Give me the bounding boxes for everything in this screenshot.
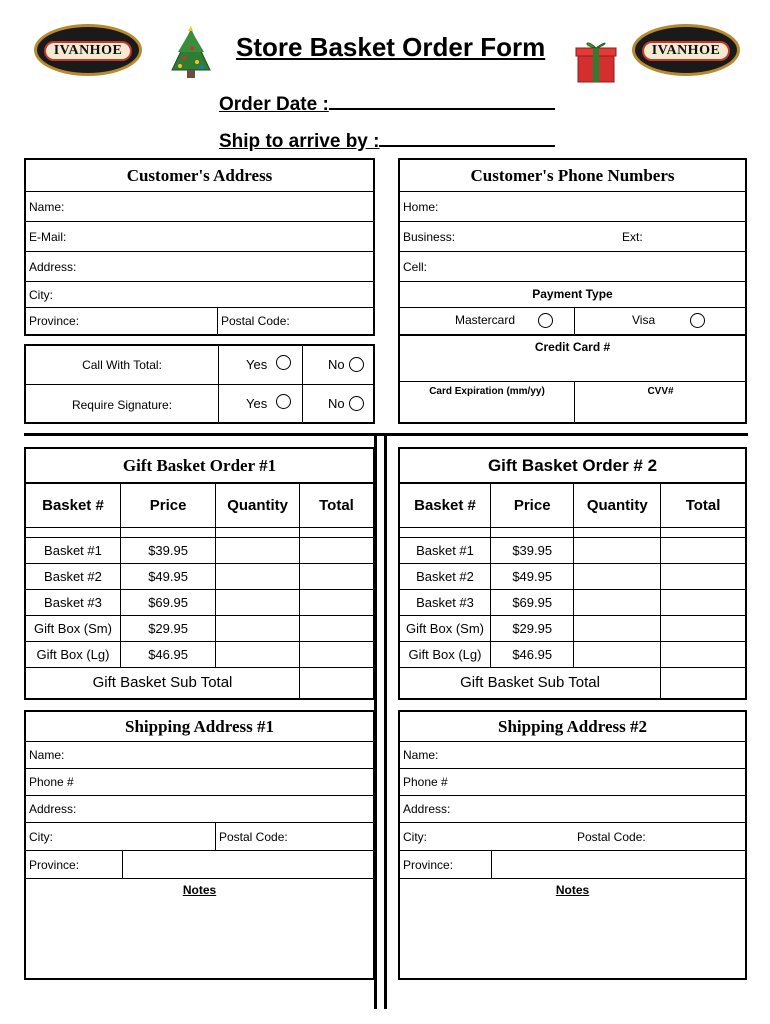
basket-cell: Basket #1 <box>25 537 120 563</box>
total-cell[interactable] <box>661 615 746 641</box>
ship2-phone-field[interactable] <box>400 769 745 796</box>
credit-card-label: Credit Card # <box>534 340 611 354</box>
basket-cell: Gift Box (Sm) <box>399 615 490 641</box>
customer-phone-section <box>398 158 747 336</box>
quantity-cell[interactable] <box>216 641 300 667</box>
table-row <box>25 537 374 563</box>
quantity-cell[interactable] <box>216 615 300 641</box>
ship2-province-row <box>400 851 745 879</box>
basket-cell: Basket #1 <box>399 537 490 563</box>
price-cell: $46.95 <box>490 641 573 667</box>
basket-cell: Basket #2 <box>25 563 120 589</box>
address-label: Address: <box>29 259 77 274</box>
col-basket: Basket # <box>25 483 120 527</box>
ship1-phone-field[interactable] <box>26 769 373 796</box>
total-cell[interactable] <box>661 537 746 563</box>
col-basket: Basket # <box>399 483 490 527</box>
phone-label: Phone # <box>403 775 448 789</box>
basket-cell: Basket #3 <box>25 589 120 615</box>
sig-yes-radio[interactable] <box>276 394 291 409</box>
quantity-cell[interactable] <box>216 563 300 589</box>
gift-order-2-table <box>398 482 747 700</box>
phone-label: Phone # <box>29 775 74 789</box>
logo-text: IVANHOE <box>642 41 730 61</box>
quantity-cell[interactable] <box>574 589 661 615</box>
subtotal-row <box>25 667 374 699</box>
email-field[interactable] <box>26 222 373 252</box>
logo-text: IVANHOE <box>44 41 132 61</box>
ivanhoe-logo-right <box>632 24 740 76</box>
shipping-address-2-section <box>398 710 747 980</box>
credit-card-section <box>398 336 747 424</box>
price-cell: $49.95 <box>490 563 573 589</box>
sig-no-label: No <box>328 396 345 411</box>
gift-box-icon <box>574 38 618 84</box>
table-row <box>25 563 374 589</box>
section-header <box>400 712 745 742</box>
payment-type-row <box>400 282 745 308</box>
basket-cell: Gift Box (Lg) <box>25 641 120 667</box>
ivanhoe-logo-left <box>34 24 142 76</box>
postal-label: Postal Code: <box>577 829 646 844</box>
table-header-row <box>25 483 374 527</box>
price-cell: $39.95 <box>490 537 573 563</box>
shipping-address-1-section <box>24 710 375 980</box>
table-row <box>399 641 746 667</box>
visa-label: Visa <box>632 313 656 327</box>
quantity-cell[interactable] <box>574 641 661 667</box>
delivery-options-section <box>24 344 375 424</box>
ship2-notes-area[interactable] <box>400 879 745 978</box>
subtotal-label: Gift Basket Sub Total <box>25 667 299 699</box>
province-postal-row <box>26 308 373 334</box>
cell-label: Cell: <box>403 259 428 274</box>
gift-order-1-table <box>24 482 375 700</box>
table-row <box>399 589 746 615</box>
ship-date-field[interactable] <box>379 129 555 147</box>
shipping-2-title: Shipping Address #2 <box>498 717 647 736</box>
gift-order-2-title: Gift Basket Order # 2 <box>487 456 658 475</box>
city-label: City: <box>29 287 53 302</box>
cell-phone-field[interactable] <box>400 252 745 282</box>
christmas-tree-icon <box>166 26 216 80</box>
call-with-total-label: Call With Total: <box>82 358 162 372</box>
province-label: Province: <box>29 857 80 872</box>
basket-cell: Gift Box (Sm) <box>25 615 120 641</box>
gift-order-1-header <box>24 447 375 484</box>
card-expiry-cvv-row <box>400 382 745 422</box>
quantity-cell[interactable] <box>216 589 300 615</box>
business-label: Business: <box>403 229 456 244</box>
table-row <box>399 537 746 563</box>
ship1-notes-area[interactable] <box>26 879 373 978</box>
postal-label: Postal Code: <box>219 829 288 844</box>
city-label: City: <box>29 829 53 844</box>
section-header <box>26 712 373 742</box>
ship2-address-field[interactable] <box>400 796 745 823</box>
mastercard-label: Mastercard <box>455 313 516 327</box>
order-date-field[interactable] <box>329 92 555 110</box>
order-date-row <box>219 92 555 116</box>
city-label: City: <box>403 829 427 844</box>
address-field[interactable] <box>26 252 373 282</box>
order-date-label: Order Date : <box>219 94 329 115</box>
total-cell[interactable] <box>299 537 374 563</box>
visa-radio[interactable] <box>690 313 705 328</box>
table-row <box>399 615 746 641</box>
quantity-cell[interactable] <box>574 537 661 563</box>
card-expiration-label: Card Expiration (mm/yy) <box>429 386 545 397</box>
call-with-total-row <box>26 346 373 385</box>
total-cell[interactable] <box>661 589 746 615</box>
customer-phone-title: Customer's Phone Numbers <box>470 166 675 185</box>
city-field[interactable] <box>26 282 373 308</box>
basket-cell: Basket #3 <box>399 589 490 615</box>
section-header <box>400 160 745 192</box>
col-price: Price <box>120 483 215 527</box>
home-label: Home: <box>403 199 439 214</box>
cvv-label: CVV# <box>647 386 674 397</box>
mastercard-radio[interactable] <box>538 313 553 328</box>
gift-order-2-header <box>398 447 747 484</box>
address-label: Address: <box>29 802 77 816</box>
customer-address-section <box>24 158 375 336</box>
customer-address-title: Customer's Address <box>126 166 273 185</box>
name-field[interactable] <box>26 192 373 222</box>
col-total: Total <box>299 483 374 527</box>
quantity-cell[interactable] <box>574 563 661 589</box>
subtotal-cell[interactable] <box>299 667 374 699</box>
table-row <box>25 589 374 615</box>
price-cell: $29.95 <box>120 615 215 641</box>
total-cell[interactable] <box>299 615 374 641</box>
credit-card-number-field[interactable] <box>400 336 745 382</box>
price-cell: $49.95 <box>120 563 215 589</box>
call-yes-radio[interactable] <box>276 355 291 370</box>
quantity-cell[interactable] <box>216 537 300 563</box>
ship2-name-field[interactable] <box>400 742 745 769</box>
ship1-name-field[interactable] <box>26 742 373 769</box>
subtotal-label: Gift Basket Sub Total <box>399 667 661 699</box>
price-cell: $69.95 <box>490 589 573 615</box>
basket-cell: Gift Box (Lg) <box>399 641 490 667</box>
call-no-label: No <box>328 357 345 372</box>
call-yes-label: Yes <box>246 357 268 372</box>
ext-label: Ext: <box>622 229 643 244</box>
col-quantity: Quantity <box>216 483 300 527</box>
ship-date-label: Ship to arrive by : <box>219 131 380 152</box>
ship1-province-row <box>26 851 373 879</box>
province-label: Province: <box>403 857 454 872</box>
table-row <box>399 563 746 589</box>
payment-type-label: Payment Type <box>532 287 613 301</box>
table-header-row <box>399 483 746 527</box>
page-title: Store Basket Order Form <box>236 32 546 62</box>
table-row <box>25 615 374 641</box>
subtotal-row <box>399 667 746 699</box>
sig-yes-label: Yes <box>246 396 268 411</box>
card-type-row <box>400 308 745 334</box>
require-signature-label: Require Signature: <box>71 398 173 412</box>
col-total: Total <box>661 483 746 527</box>
subtotal-cell[interactable] <box>661 667 746 699</box>
name-label: Name: <box>29 199 65 214</box>
name-label: Name: <box>403 748 439 762</box>
total-cell[interactable] <box>661 641 746 667</box>
total-cell[interactable] <box>299 563 374 589</box>
vertical-divider-right <box>384 433 387 1009</box>
province-label: Province: <box>29 314 80 328</box>
table-row <box>25 641 374 667</box>
price-cell: $29.95 <box>490 615 573 641</box>
price-cell: $46.95 <box>120 641 215 667</box>
quantity-cell[interactable] <box>574 615 661 641</box>
ship2-city-postal-row <box>400 823 745 851</box>
total-cell[interactable] <box>299 641 374 667</box>
call-no-radio[interactable] <box>349 357 364 372</box>
notes-label: Notes <box>555 883 590 897</box>
basket-cell: Basket #2 <box>399 563 490 589</box>
ship-date-row <box>219 129 555 153</box>
total-cell[interactable] <box>299 589 374 615</box>
address-label: Address: <box>403 802 451 816</box>
ship1-address-field[interactable] <box>26 796 373 823</box>
ship1-city-postal-row <box>26 823 373 851</box>
home-phone-field[interactable] <box>400 192 745 222</box>
business-phone-field[interactable] <box>400 222 745 252</box>
spacer-row <box>399 527 746 537</box>
section-header <box>26 160 373 192</box>
col-price: Price <box>490 483 573 527</box>
total-cell[interactable] <box>661 563 746 589</box>
name-label: Name: <box>29 748 65 762</box>
col-quantity: Quantity <box>574 483 661 527</box>
sig-no-radio[interactable] <box>349 396 364 411</box>
price-cell: $39.95 <box>120 537 215 563</box>
require-signature-row <box>26 385 373 424</box>
spacer-row <box>25 527 374 537</box>
price-cell: $69.95 <box>120 589 215 615</box>
email-label: E-Mail: <box>29 229 67 244</box>
shipping-1-title: Shipping Address #1 <box>125 717 274 736</box>
notes-label: Notes <box>182 883 217 897</box>
postal-label: Postal Code: <box>221 314 290 328</box>
gift-order-1-title: Gift Basket Order #1 <box>122 456 277 475</box>
